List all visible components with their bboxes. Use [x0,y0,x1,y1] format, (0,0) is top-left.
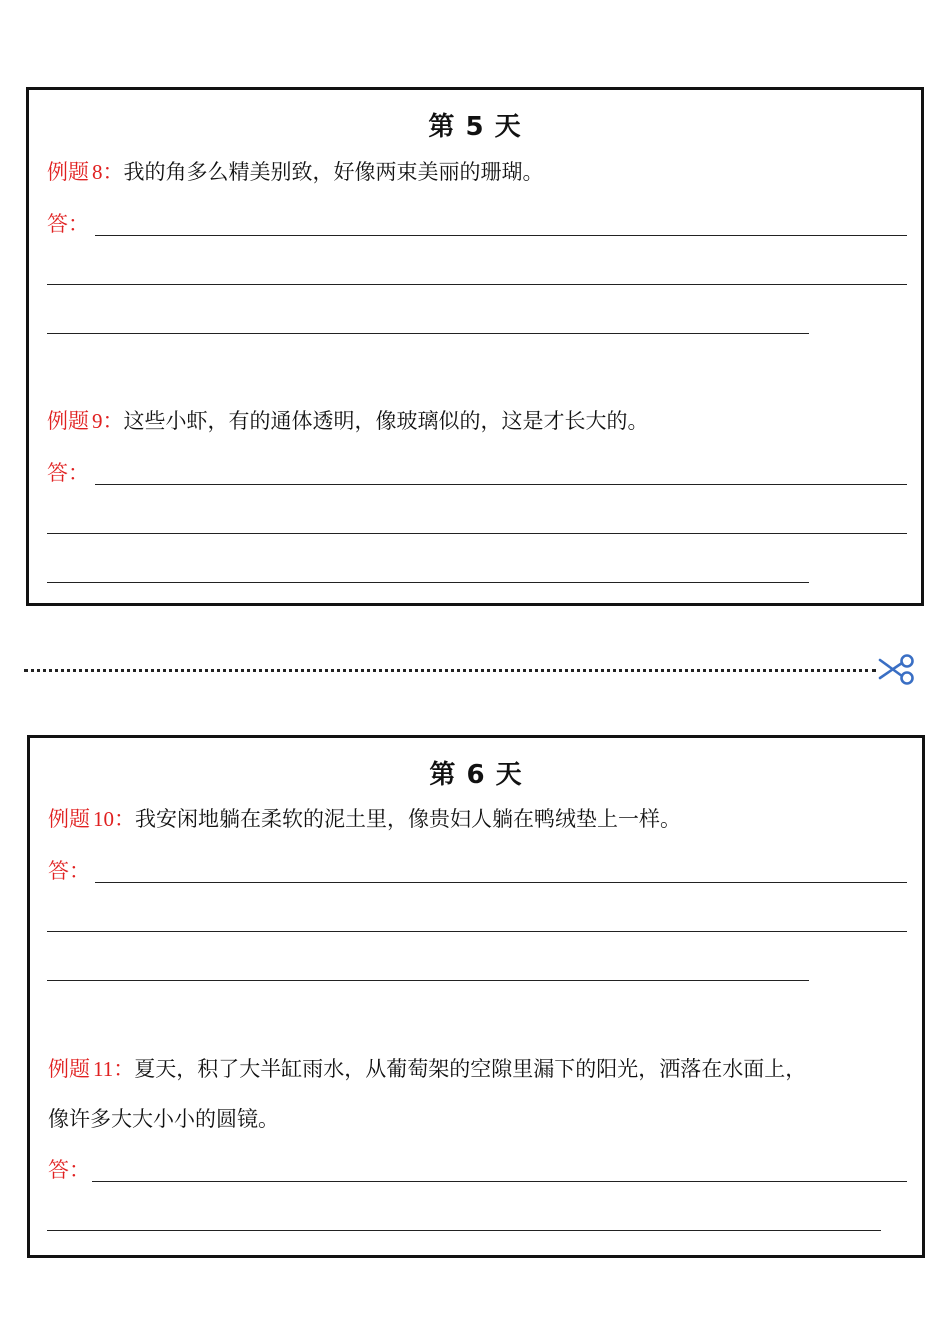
answer-9-line-3[interactable] [47,582,809,583]
answer-10-line-2[interactable] [47,931,907,932]
question-11-text: 夏天，积了大半缸雨水，从葡萄架的空隙里漏下的阳光，洒落在水面上， [134,1057,807,1081]
answer-10-line-3[interactable] [47,980,809,981]
answer-11-label: 答： [48,1158,90,1182]
answer-8-label: 答： [47,212,89,236]
answer-10-line-1[interactable] [95,882,907,883]
answer-10-label: 答： [48,859,90,883]
day6-title: 第 6 天 [429,760,523,790]
question-9 [47,410,649,432]
answer-9-label: 答： [47,461,89,485]
cut-dotted-line [24,669,876,672]
day6-card [27,735,925,1258]
answer-11-line-2[interactable] [47,1230,881,1231]
answer-9-line-1[interactable] [95,484,907,485]
question-11 [48,1058,806,1080]
question-8-label: 例题 8： [47,160,124,184]
question-11-text-line2: 像许多大大小小的圆镜。 [48,1107,279,1131]
question-8 [47,161,544,183]
day5-title: 第 5 天 [428,112,522,142]
question-9-text: 这些小虾，有的通体透明，像玻璃似的，这是才长大的。 [123,409,649,433]
question-8-text: 我的角多么精美别致，好像两束美丽的珊瑚。 [123,160,544,184]
answer-11-line-1[interactable] [92,1181,907,1182]
question-10-text: 我安闲地躺在柔软的泥土里，像贵妇人躺在鸭绒垫上一样。 [135,807,681,831]
question-10 [48,808,681,830]
answer-8-line-3[interactable] [47,333,809,334]
answer-9-line-2[interactable] [47,533,907,534]
answer-8-line-1[interactable] [95,235,907,236]
day5-card [26,87,924,606]
question-10-label: 例题 10： [48,807,135,831]
question-9-label: 例题 9： [47,409,124,433]
scissors-icon [878,654,918,686]
question-11-label: 例题 11： [48,1057,135,1081]
answer-8-line-2[interactable] [47,284,907,285]
